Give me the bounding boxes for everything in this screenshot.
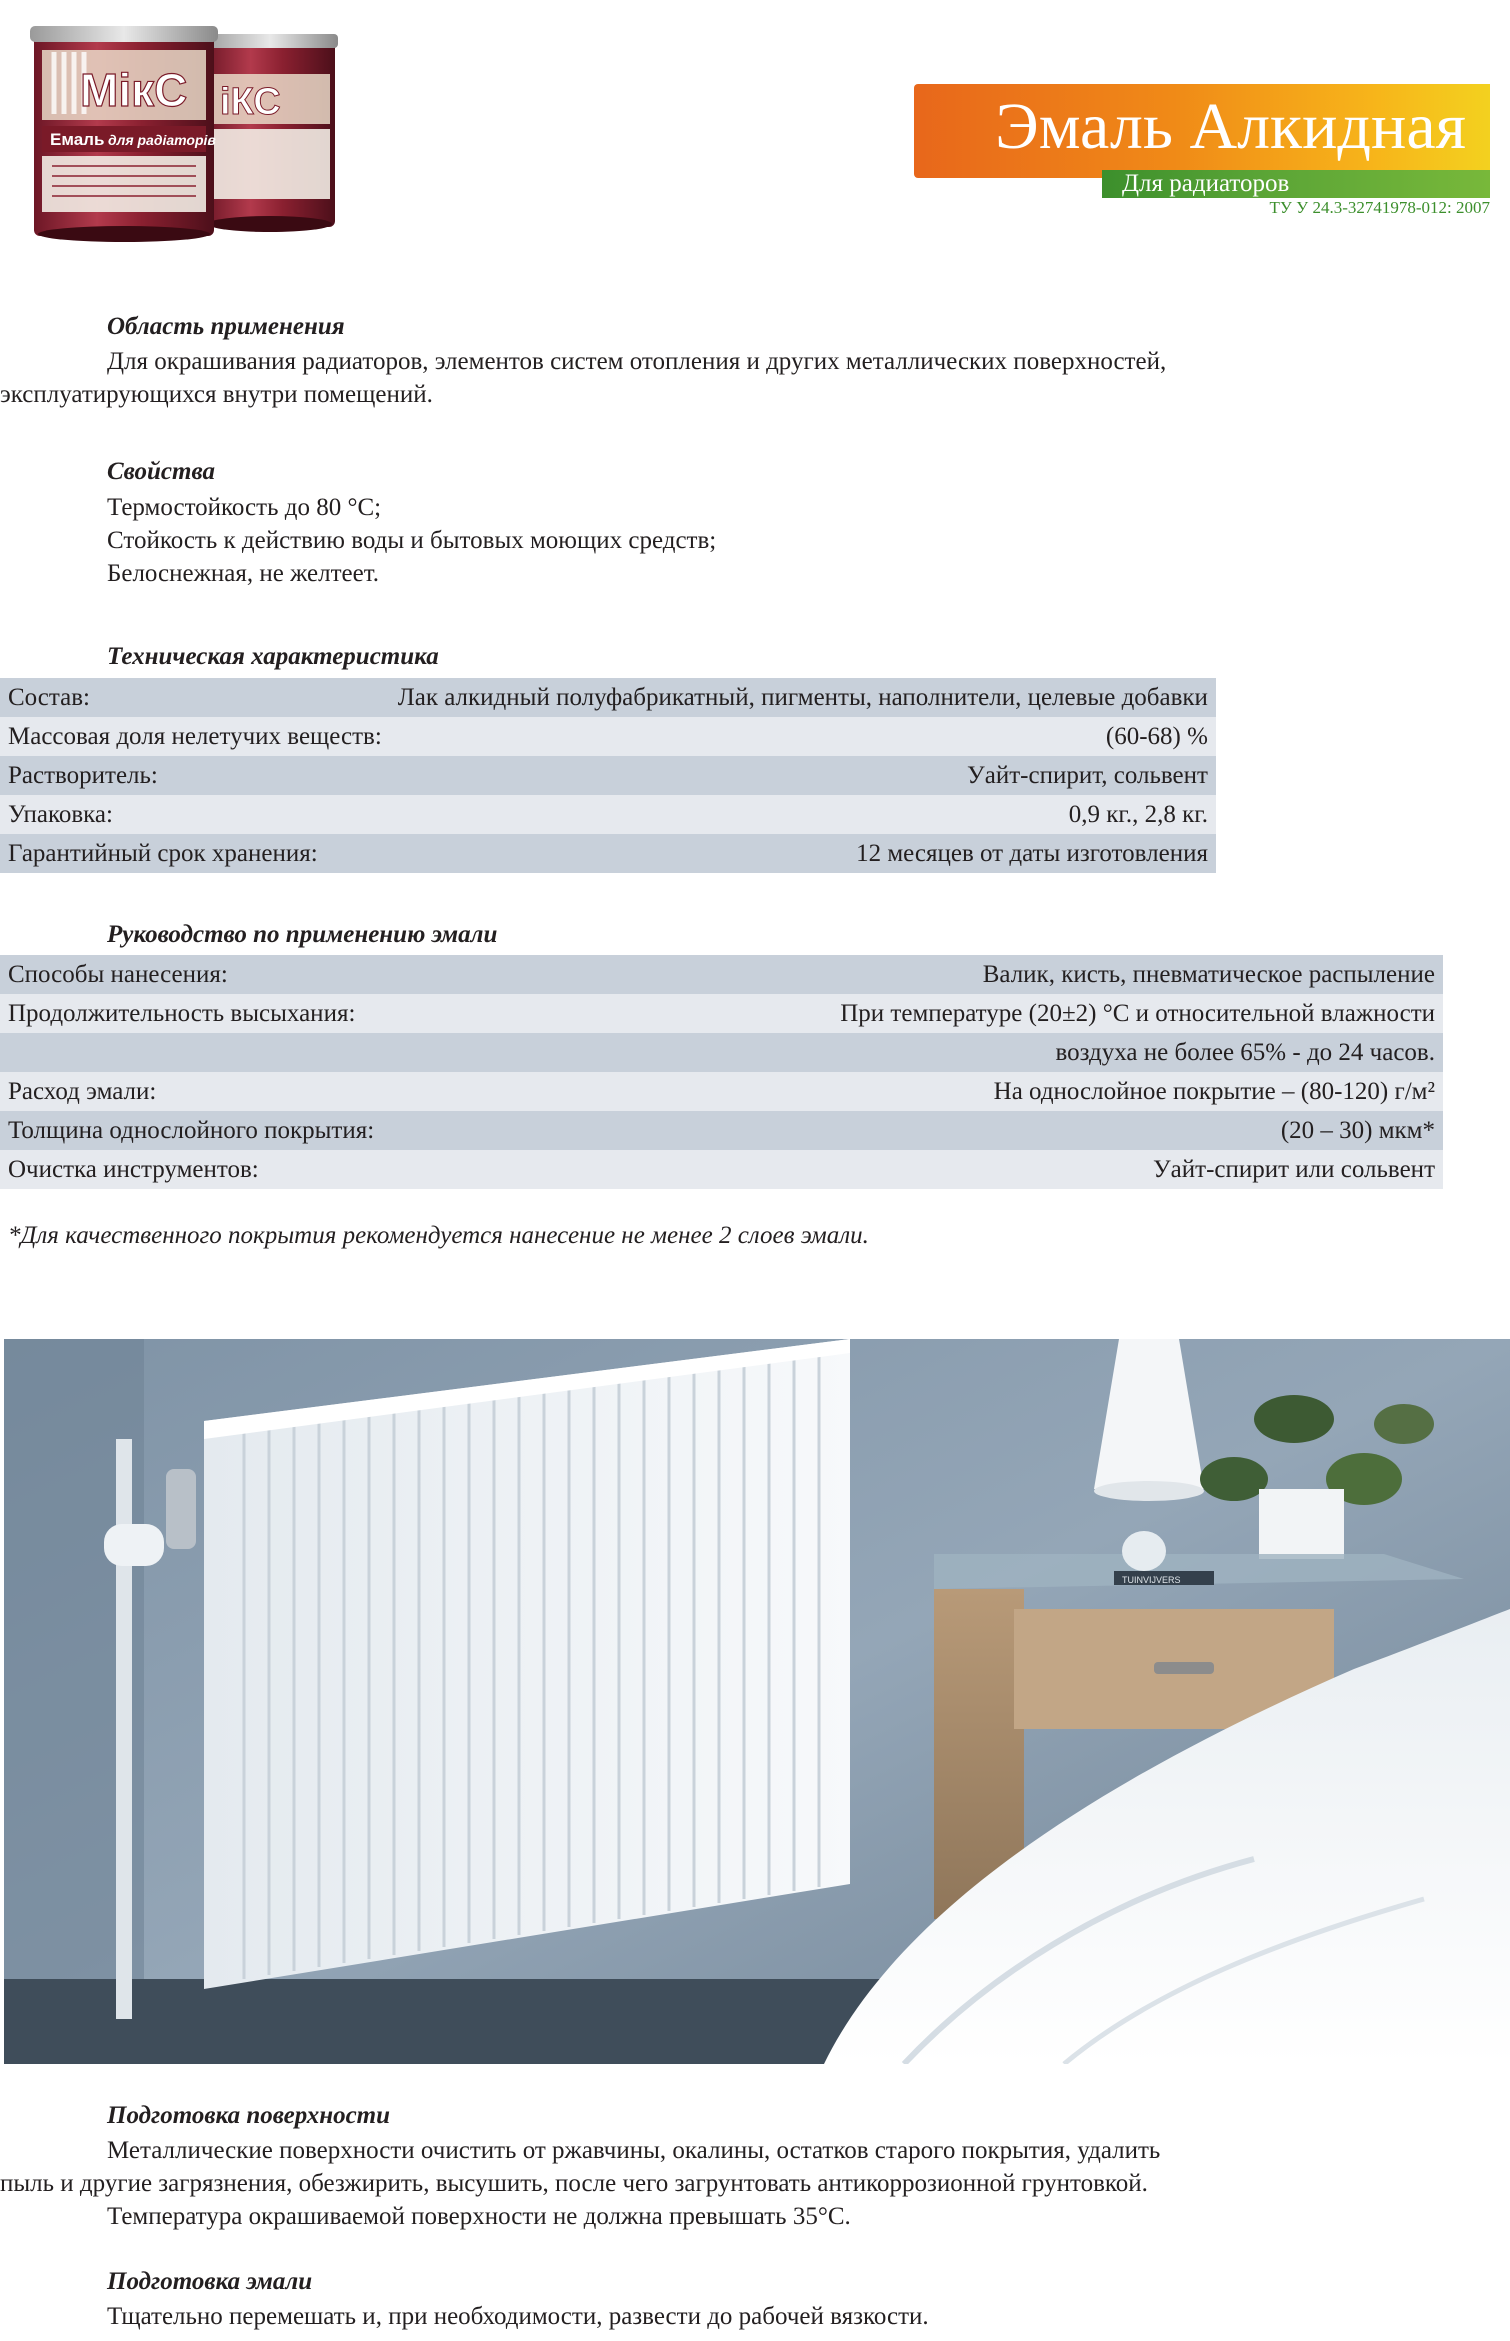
back-can [202, 34, 338, 232]
tech-table [0, 678, 1216, 873]
surface-prep-text: Металлические поверхности очистить от ржавчины, окалины, остатков старого покрытия, удалить пыль и другие загрязнения, обезжирить, высушить, после чего загрунтовать антикоррозионной грунтовкой. Температура окрашиваемой поверхности не должна превышать 35°С. [0, 2137, 1161, 2230]
table-row: Расход эмали: На однослойное покрытие – (80-120) г/м² [0, 1072, 1443, 1111]
radiator-photo [4, 1339, 1510, 2064]
properties-title: Свойства [107, 458, 215, 485]
table-row: воздуха не более 65% - до 24 часов. [0, 1033, 1443, 1072]
table-row: Упаковка: 0,9 кг., 2,8 кг. [0, 795, 1216, 834]
page-subtitle: Для радиаторов [1122, 170, 1290, 197]
application-text: Для окрашивания радиаторов, элементов систем отопления и других металлических поверхностей, эксплуатирующихся внутри помещений. [0, 348, 1167, 408]
property-item: Белоснежная, не желтеет. [107, 560, 380, 587]
svg-text:для радіаторів: для радіаторів [108, 132, 216, 148]
guide-title: Руководство по применению эмали [107, 921, 498, 948]
svg-text:TUINVIJVERS: TUINVIJVERS [1122, 1575, 1181, 1585]
enamel-prep-title: Подготовка эмали [107, 2268, 313, 2295]
page-title: Эмаль Алкидная [995, 90, 1466, 163]
surface-prep-title: Подготовка поверхности [107, 2102, 391, 2129]
property-item: Стойкость к действию воды и бытовых моющих средств; [107, 527, 717, 554]
svg-text:Емаль: Емаль [50, 130, 105, 149]
table-row: Растворитель: Уайт-спирит, сольвент [0, 756, 1216, 795]
radiator [204, 1339, 850, 1989]
table-row: Очистка инструментов: Уайт-спирит или сольвент [0, 1150, 1443, 1189]
header-banner [914, 84, 1490, 178]
front-can [30, 26, 218, 242]
footnote: *Для качественного покрытия рекомендуется нанесение не менее 2 слоев эмали. [8, 1222, 869, 1249]
enamel-prep-text: Тщательно перемешать и, при необходимости, развести до рабочей вязкости. [107, 2303, 929, 2330]
svg-text:іКС: іКС [220, 81, 281, 123]
tech-title: Техническая характеристика [107, 643, 439, 670]
table-row: Массовая доля нелетучих веществ: (60-68) % [0, 717, 1216, 756]
guide-table [0, 955, 1443, 1189]
subtitle-bar [1102, 170, 1490, 198]
table-row: Состав: Лак алкидный полуфабрикатный, пигменты, наполнители, целевые добавки [0, 678, 1216, 717]
application-title: Область применения [107, 313, 345, 340]
property-item: Термостойкость до 80 °С; [107, 494, 382, 521]
standard-code: ТУ У 24.3-32741978-012: 2007 [1269, 198, 1490, 217]
table-row: Способы нанесения: Валик, кисть, пневматическое распыление [0, 955, 1443, 994]
properties-list [107, 491, 716, 590]
table-row: Продолжительность высыхания: При температуре (20±2) °С и относительной влажности [0, 994, 1443, 1033]
svg-text:МікС: МікС [80, 64, 188, 116]
table-row: Толщина однослойного покрытия: (20 – 30) мкм* [0, 1111, 1443, 1150]
product-cans-image [20, 14, 340, 244]
table-row: Гарантийный срок хранения: 12 месяцев от даты изготовления [0, 834, 1216, 873]
